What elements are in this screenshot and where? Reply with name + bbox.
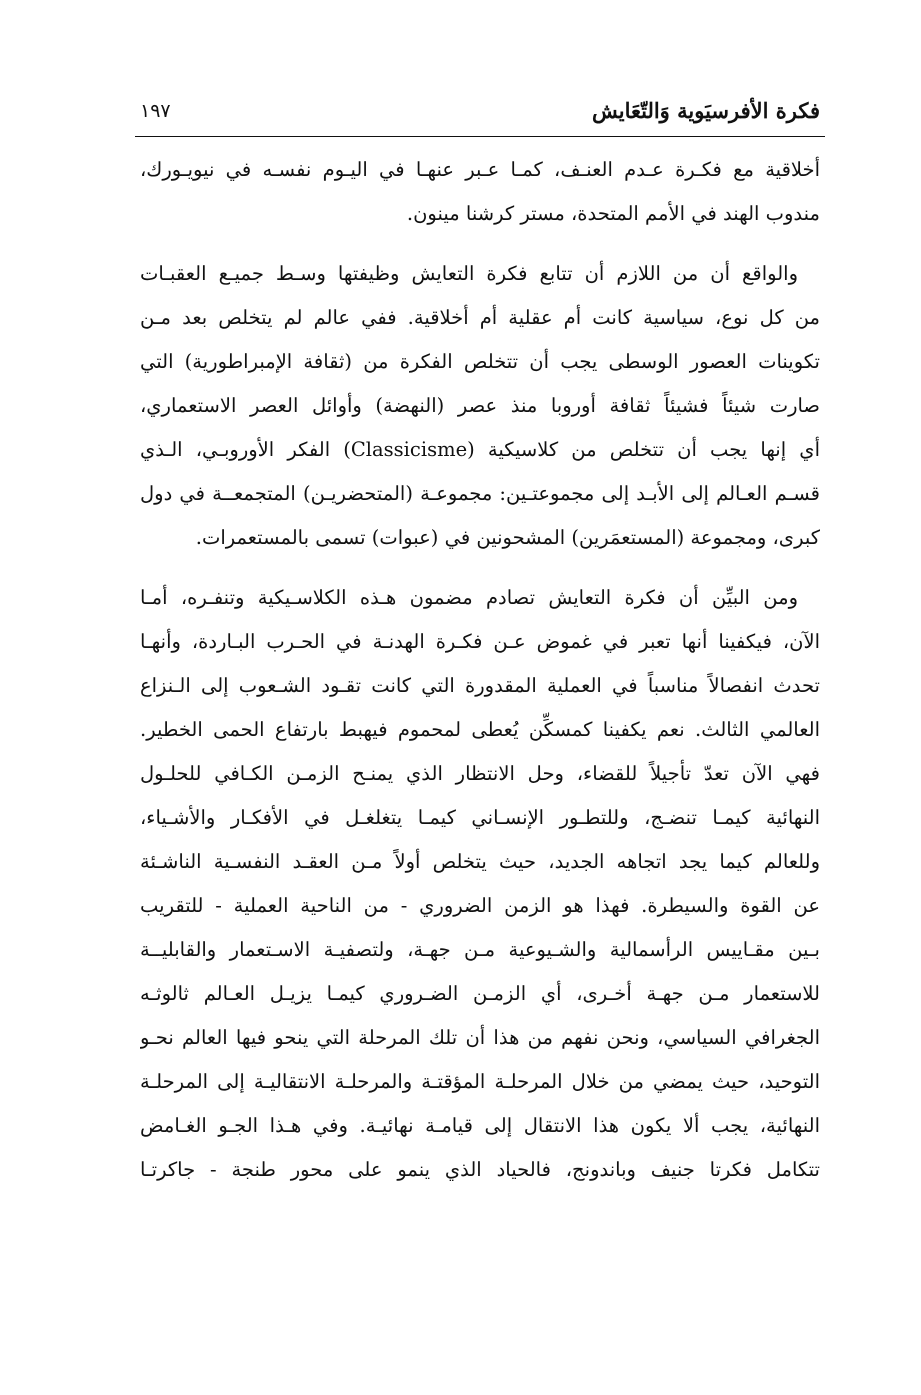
- text-line: النهائية، يجب ألا يكون هذا الانتقال إلى قيامـة نهائيـة. وفي هـذا الجـو الغـامض: [140, 1114, 820, 1137]
- header-rule: [135, 136, 825, 137]
- text-line: والواقع أن من اللازم أن تتابع فكرة التعايش وظيفتها وسـط جميـع العقبـات: [140, 262, 798, 285]
- paragraph-gap: [140, 560, 820, 576]
- paragraph-gap: [140, 236, 820, 252]
- text-line: الآن، فيكفينا أنها تعبر في غموض عـن فكـرة الهدنـة في الحـرب البـاردة، وأنهـا: [140, 630, 820, 653]
- text-line: أخلاقية مع فكـرة عـدم العنـف، كمـا عـبر عنهـا في اليـوم نفسـه في نيويـورك،: [140, 158, 820, 181]
- text-line: تحدث انفصالاً مناسباً في العملية المقدورة التي كانت تقـود الشـعوب إلى الـنزاع: [140, 674, 820, 697]
- text-line: من كل نوع، سياسية كانت أم عقلية أم أخلاقية. ففي عالم لم يتخلص بعد مـن: [140, 306, 820, 329]
- text-line: مندوب الهند في الأمم المتحدة، مستر كرشنا مينون.: [406, 202, 820, 225]
- body-text: [140, 148, 820, 1192]
- text-line: التوحيد، حيث يمضي من خلال المرحلـة المؤقتـة والمرحلـة الانتقاليـة إلى المرحلـة: [140, 1070, 820, 1093]
- paragraph-1: [140, 148, 820, 236]
- paragraph-3: [140, 576, 820, 1192]
- text-line: وللعالم كيما يجد اتجاهه الجديد، حيث يتخلص أولاً مـن العقـد النفسـية الناشـئة: [140, 850, 820, 873]
- text-line: كبرى، ومجموعة (المستعمَرين) المشحونين في (عبوات) تسمى بالمستعمرات.: [195, 526, 820, 549]
- text-line: صارت شيئاً فشيئاً ثقافة أوروبا منذ عصر (النهضة) وأوائل العصر الاستعماري،: [140, 394, 820, 417]
- text-line: تكوينات العصور الوسطى يجب أن تتخلص الفكرة من (ثقافة الإمبراطورية) التي: [140, 350, 820, 373]
- text-line: ومن البيِّن أن فكرة التعايش تصادم مضمون هـذه الكلاسـيكية وتنفـره، أمـا: [140, 586, 798, 609]
- text-line: العالمي الثالث. نعم يكفينا كمسكِّن يُعطى لمحموم فيهبط بارتفاع الحمى الخطير.: [140, 718, 820, 741]
- text-line: عن القوة والسيطرة. فهذا هو الزمن الضروري - من الناحية العملية - للتقريب: [140, 894, 820, 917]
- running-title: فكرة الأفرسيَوية وَالتّعَايش: [591, 98, 820, 123]
- text-line: بـين مقـاييس الرأسمالية والشـيوعية مـن جهـة، ولتصفيـة الاسـتعمار والقابليــة: [140, 938, 820, 961]
- text-line: النهائية كيمـا تنضـج، وللتطـور الإنسـاني كيمـا يتغلغـل في الأفكـار والأشـياء،: [140, 806, 820, 829]
- page-header: [140, 92, 820, 132]
- text-line: تتكامل فكرتا جنيف وباندونج، فالحياد الذي ينمو على محور طنجة - جاكرتـا: [140, 1158, 820, 1181]
- text-line: الجغرافي السياسي، ونحن نفهم من هذا أن تلك المرحلة التي ينحو فيها العالم نحـو: [140, 1026, 820, 1049]
- paragraph-2: [140, 252, 820, 560]
- page-number: ١٩٧: [140, 100, 171, 122]
- text-line: أي إنها يجب أن تتخلص من كلاسيكية (Classicisme) الفكر الأوروبـي، الـذي: [140, 438, 820, 461]
- text-line: فهي الآن تعدّ تأجيلاً للقضاء، وحل الانتظار الذي يمنـح الزمـن الكـافي للحلـول: [140, 762, 820, 785]
- text-line: للاستعمار مـن جهـة أخـرى، أي الزمـن الضـروري كيمـا يزيـل العـالم ثالوثـه: [140, 982, 820, 1005]
- text-line: قسـم العـالم إلى الأبـد إلى مجموعتـين: مجموعـة (المتحضريـن) المتجمعــة في دول: [140, 482, 820, 505]
